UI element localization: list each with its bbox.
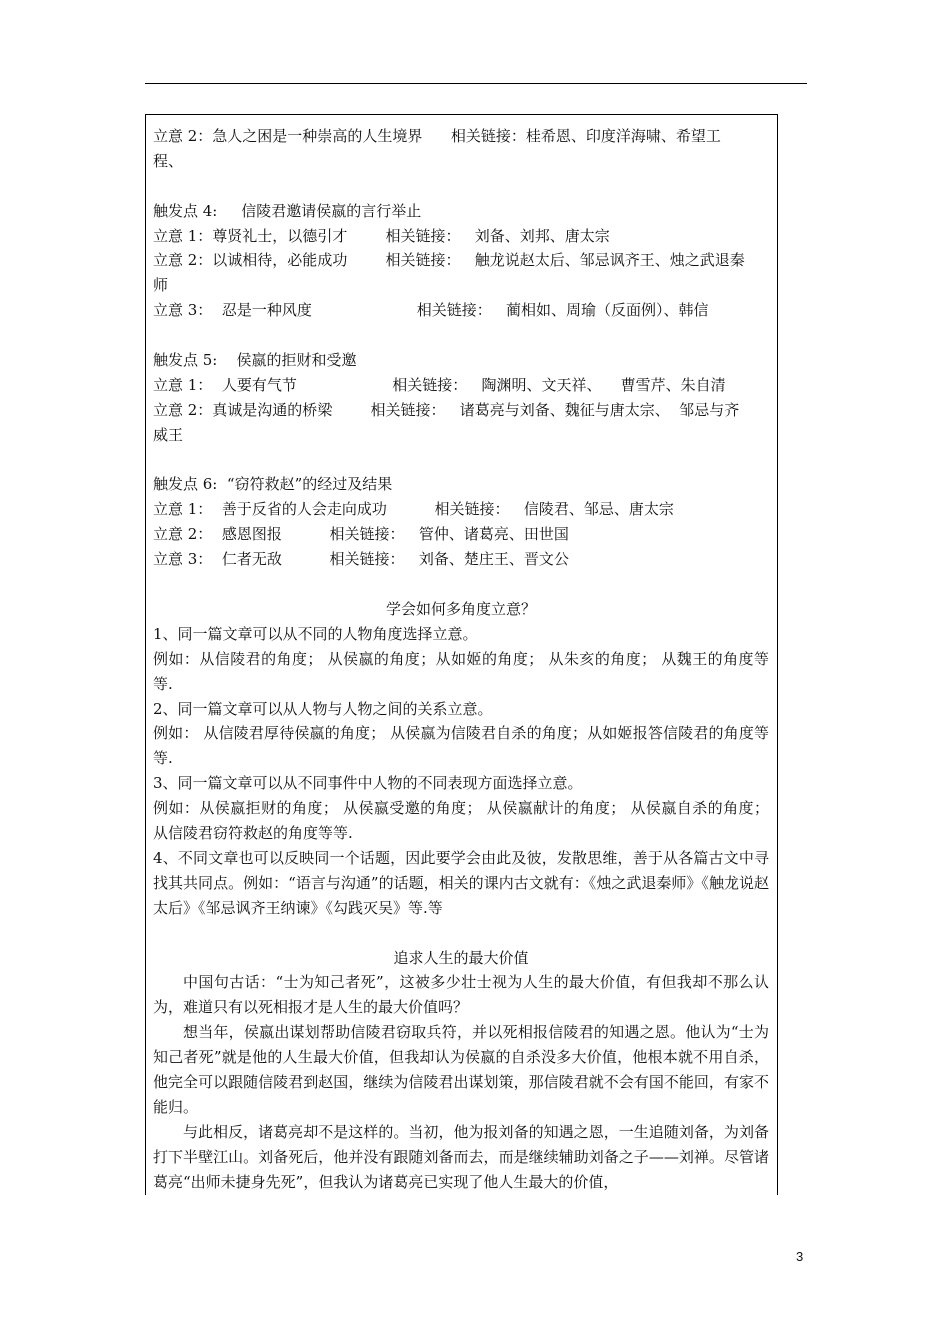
section-heading: 学会如何多角度立意？	[385, 599, 536, 618]
document-body	[153, 124, 769, 1195]
blank-line	[153, 572, 769, 597]
paragraph: 2、同一篇文章可以从人物与人物之间的关系立意。	[153, 699, 493, 718]
paragraph: 例如：从侯嬴拒财的角度； 从侯嬴受邀的角度； 从侯嬴献计的角度； 从侯嬴自杀的角度； 从信陵君窃符救赵的角度等等.	[153, 799, 769, 843]
blank-line	[153, 921, 769, 946]
trigger-point-6-title: 触发点 6: “窃符救赵”的经过及结果	[153, 475, 393, 494]
paragraph: 例如：从信陵君的角度； 从侯嬴的角度；从如姬的角度； 从朱亥的角度； 从魏王的角度等等.	[153, 649, 769, 693]
text-line: 立意 3： 忍是一种风度 相关链接： 蔺相如、周瑜（反面例）、韩信	[153, 301, 709, 320]
paragraph: 3、同一篇文章可以从不同事件中人物的不同表现方面选择立意。	[153, 774, 583, 793]
text-line: 威王	[153, 425, 184, 444]
text-line: 立意 2：真诚是沟通的桥梁 相关链接： 诸葛亮与刘备、魏征与唐太宗、 邹忌与齐	[153, 400, 740, 419]
paragraph: 1、同一篇文章可以从不同的人物角度选择立意。	[153, 624, 478, 643]
text-line: 立意 2： 感恩图报 相关链接： 管仲、诸葛亮、田世国	[153, 525, 569, 544]
paragraph: 4、不同文章也可以反映同一个话题，因此要学会由此及彼，发散思维，善于从各篇古文中寻找其共同点。例如：“语言与沟通”的话题，相关的课内古文就有：《烛之武退秦师》《触龙说赵太后》《邹忌讽齐王纳谏》《勾践灭吴》等.等	[153, 848, 769, 917]
text-line: 立意 2：以诚相待，必能成功 相关链接： 触龙说赵太后、邹忌讽齐王、烛之武退秦	[153, 251, 745, 270]
blank-line	[153, 448, 769, 473]
blank-line	[153, 323, 769, 348]
text-line: 立意 1：尊贤礼士，以德引才 相关链接： 刘备、刘邦、唐太宗	[153, 226, 610, 245]
text-line: 立意 1： 人要有气节 相关链接： 陶渊明、文天祥、 曹雪芹、朱自清	[153, 375, 726, 394]
essay-title: 追求人生的最大价值	[393, 948, 529, 967]
text-line: 立意 2：急人之困是一种崇高的人生境界 相关链接：桂希恩、印度洋海啸、希望工	[153, 127, 721, 145]
page-number: 3	[796, 1249, 804, 1264]
trigger-point-4-title: 触发点 4: 信陵君邀请侯嬴的言行举止	[153, 201, 422, 220]
text-line: 程、	[153, 151, 184, 170]
essay-paragraph: 中国句古话：“士为知己者死”，这被多少壮士视为人生的最大价值，有但我却不那么认为，难道只有以死相报才是人生的最大价值吗？	[153, 973, 769, 1017]
text-line: 师	[153, 276, 169, 295]
paragraph: 例如： 从信陵君厚待侯嬴的角度； 从侯嬴为信陵君自杀的角度；从如姬报答信陵君的角度等等.	[153, 724, 769, 768]
trigger-point-5-title: 触发点 5: 侯嬴的拒财和受邀	[153, 351, 357, 370]
text-line: 立意 3： 仁者无敌 相关链接： 刘备、楚庄王、晋文公	[153, 550, 569, 569]
essay-paragraph: 与此相反，诸葛亮却不是这样的。当初，他为报刘备的知遇之恩，一生追随刘备，为刘备打下半壁江山。刘备死后，他并没有跟随刘备而去，而是继续辅助刘备之子——刘禅。尽管诸葛亮“出师未捷身先死”，但我认为诸葛亮已实现了他人生最大的价值，	[153, 1122, 769, 1191]
essay-paragraph: 想当年，侯嬴出谋划帮助信陵君窃取兵符，并以死相报信陵君的知遇之恩。他认为“士为知己者死”就是他的人生最大价值，但我却认为侯嬴的自杀没多大价值，他根本就不用自杀，他完全可以跟随信陵君到赵国，继续为信陵君出谋划策，那信陵君就不会有国不能回，有家不能归。	[153, 1023, 769, 1116]
header-rule	[145, 83, 807, 84]
text-line: 立意 1： 善于反省的人会走向成功 相关链接： 信陵君、邹忌、唐太宗	[153, 500, 674, 519]
blank-line	[153, 174, 769, 199]
